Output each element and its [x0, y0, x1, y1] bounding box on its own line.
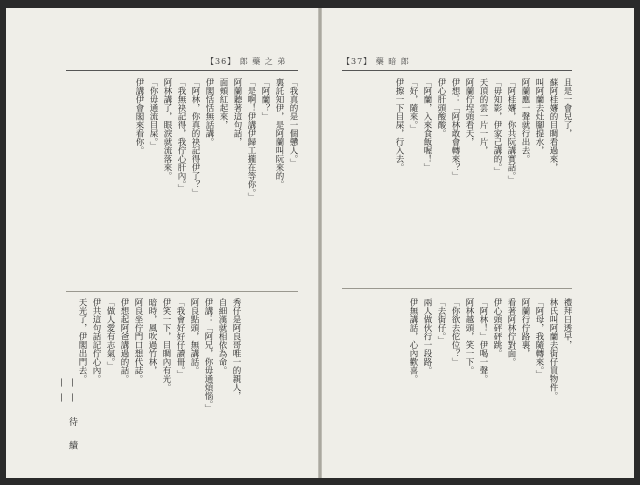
left-divider	[66, 291, 298, 292]
text-column: 阿林越頭，笑一下。	[464, 298, 474, 375]
text-column: 伊講：「阿兄，你毋通煩惱。」	[203, 298, 213, 413]
text-column: 阿蘭應一聲就行出去。	[520, 78, 530, 163]
text-column: 「阿蘭？」	[260, 78, 270, 121]
text-column: 阿蘭聽著這句話，	[232, 78, 242, 146]
text-column: 裏託知伊，是阿蘭叫阮來的。	[274, 78, 284, 189]
book-spread	[6, 8, 634, 478]
text-column: 阿良點頭，無講話。	[189, 298, 199, 375]
left-bottom-text-block	[66, 298, 241, 468]
text-column: 兩人做伙行一段路。	[422, 298, 432, 375]
right-page-header: 【37】 藥 暗 郎	[342, 57, 410, 66]
text-column: 「是啊！伊講伊歸工攏在等你。」	[246, 78, 256, 202]
text-column: 「我會好好仔讀冊。」	[175, 298, 185, 379]
text-column: 叫阿蘭去灶腳提水，	[534, 78, 544, 155]
text-column: 自細漢就相依為命。	[217, 298, 227, 375]
text-column: 「你毋通流目屎。」	[148, 78, 158, 151]
text-column: 禮拜日透早，	[562, 298, 572, 349]
left-header-rule	[66, 70, 298, 71]
right-header-rule	[342, 70, 572, 71]
text-column: 「阿桂嬸，你共阮講實話。」	[506, 78, 516, 185]
to-be-continued-mark: —— 待 續 ——	[56, 378, 77, 456]
text-column: 「你欲去佗位？」	[450, 298, 460, 366]
left-page-header: 【36】 郎 藥 之 弟	[206, 57, 287, 66]
text-column: 伊想：「阿林敢會轉來？」	[450, 78, 460, 180]
text-column: 林氏叫阿蘭去街仔買物件。	[548, 298, 558, 400]
text-column: 「毋知影，伊家己講的。」	[492, 78, 502, 176]
text-column: 「去街仔。」	[436, 298, 446, 345]
text-column: 「我真的是一個戇人。」	[288, 78, 298, 168]
text-column: 阿林講了，眼淚就流落來。	[162, 78, 172, 180]
text-column: 「做人愛有志氣。」	[105, 298, 115, 371]
right-top-text-block	[342, 78, 572, 283]
text-column: 蘇阿桂嬸的目睭看過來，	[548, 78, 558, 172]
text-column: 「阿母，我隨轉來。」	[534, 298, 544, 379]
text-column: 看著阿林佇對面。	[506, 298, 516, 366]
text-column: 伊想起阿爸講過的話。	[119, 298, 129, 383]
text-column: 「阿林！」伊喝一聲。	[478, 298, 488, 383]
text-column: 伊擦一下目屎，行入去。	[394, 78, 404, 172]
text-column: 「好，隨來。」	[408, 78, 418, 134]
text-column: 天光了，伊閣出門去。	[77, 298, 87, 383]
text-column: 「阿林，你真的袂記得伊了？」	[190, 78, 200, 197]
left-top-text-block	[66, 78, 298, 288]
right-divider	[342, 288, 572, 289]
text-column: 伊無講話，心內歡喜。	[408, 298, 418, 383]
text-column: 伊心肝頭酸酸。	[436, 78, 446, 138]
text-column: 「我無袂記得，我佇心肝內。」	[176, 78, 186, 193]
text-column: 暗時，風吹過竹林，	[147, 298, 157, 375]
text-column: 天頂的雲一片一片，	[478, 78, 488, 155]
text-column: 面頰紅起來，	[218, 78, 228, 129]
text-column: 伊笑一下，目睭內有光。	[161, 298, 171, 392]
text-column: 伊心頭砰砰跳。	[492, 298, 502, 358]
text-column: 伊講伊會閣來看你。	[134, 78, 144, 155]
text-column: 「阿蘭，入來食飯喔！」	[422, 78, 432, 172]
left-page	[6, 8, 318, 478]
text-column: 且是一會兒了，	[562, 78, 572, 138]
text-column: 秀仔是阿良哥唯一的親人，	[231, 298, 241, 400]
text-column: 阿蘭行佇路裏，	[520, 298, 530, 358]
text-column: 伊共這句話記佇心內。	[91, 298, 101, 383]
text-column: 阿蘭佇埕頭看天，	[464, 78, 474, 146]
right-bottom-text-block	[342, 298, 572, 468]
right-page	[322, 8, 634, 478]
text-column: 阿良坐佇門口想代誌。	[133, 298, 143, 383]
text-column: 伊閣恬恬無話講。	[204, 78, 214, 146]
